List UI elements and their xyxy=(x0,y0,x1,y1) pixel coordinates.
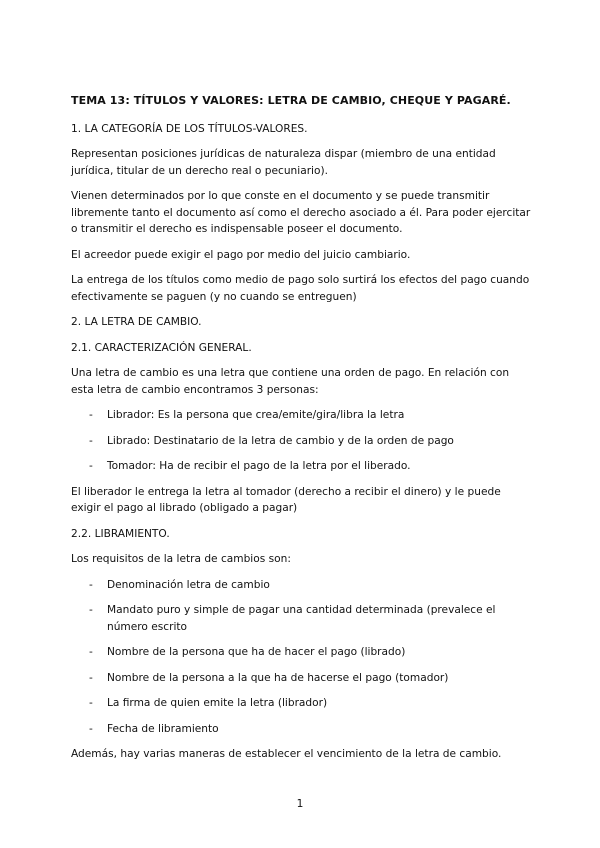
dash-bullet: - xyxy=(89,722,93,735)
dash-bullet: - xyxy=(89,646,93,658)
page-number: 1 xyxy=(296,798,304,810)
list-item xyxy=(71,458,533,475)
document-title: TEMA 13: TÍTULOS Y VALORES: LETRA DE CAMBIO, CHEQUE Y PAGARÉ. xyxy=(71,94,511,107)
subsection-2-1-heading: 2.1. CARACTERIZACIÓN GENERAL. xyxy=(71,341,252,354)
paragraph: El acreedor puede exigir el pago por medio del juicio cambiario. xyxy=(71,248,411,261)
dash-bullet: - xyxy=(89,697,93,709)
dash-bullet: - xyxy=(89,409,93,421)
section-2-heading: 2. LA LETRA DE CAMBIO. xyxy=(71,316,202,328)
dash-bullet: - xyxy=(89,434,93,447)
list-item-text: Tomador: Ha de recibir el pago de la letra por el liberado. xyxy=(107,460,411,472)
dash-bullet: - xyxy=(89,460,93,472)
list-item xyxy=(71,602,533,635)
list-item xyxy=(71,721,533,738)
list-item xyxy=(71,407,533,424)
list-item-text: Fecha de libramiento xyxy=(107,722,219,735)
paragraph: Además, hay varias maneras de establecer el vencimiento de la letra de cambio. xyxy=(71,748,502,760)
paragraph: La entrega de los títulos como medio de pago solo surtirá los efectos del pago cuando efectivamente se paguen (y no cuando se entreguen) xyxy=(71,274,530,303)
requirements-list xyxy=(71,577,533,738)
paragraph: El liberador le entrega la letra al tomador (derecho a recibir el dinero) y le puede exigir el pago al librado (obligado a pagar) xyxy=(71,485,501,514)
list-item-text: Nombre de la persona que ha de hacer el pago (librado) xyxy=(107,646,406,658)
list-item-text: Librado: Destinatario de la letra de cambio y de la orden de pago xyxy=(107,434,454,447)
dash-bullet: - xyxy=(89,578,93,591)
list-item xyxy=(71,644,533,661)
list-item-text: Nombre de la persona a la que ha de hacerse el pago (tomador) xyxy=(107,671,449,684)
list-item xyxy=(71,433,533,450)
section-1-heading: 1. LA CATEGORÍA DE LOS TÍTULOS-VALORES. xyxy=(71,122,308,135)
paragraph: Una letra de cambio es una letra que contiene una orden de pago. En relación con esta letra de cambio encontramos 3 personas: xyxy=(71,367,510,396)
page-content xyxy=(71,93,533,772)
paragraph: Representan posiciones jurídicas de naturaleza dispar (miembro de una entidad jurídica, titular de un derecho real o pecuniario). xyxy=(71,148,496,177)
subsection-2-2-heading: 2.2. LIBRAMIENTO. xyxy=(71,527,170,540)
dash-bullet: - xyxy=(89,671,93,684)
list-item-text: Denominación letra de cambio xyxy=(107,578,270,591)
list-item xyxy=(71,577,533,594)
parties-list xyxy=(71,407,533,475)
list-item-text: Mandato puro y simple de pagar una cantidad determinada (prevalece el número escrito xyxy=(107,604,496,633)
paragraph: Los requisitos de la letra de cambios son: xyxy=(71,553,291,565)
list-item xyxy=(71,670,533,687)
paragraph: Vienen determinados por lo que conste en el documento y se puede transmitir libremente tanto el documento así como el derecho asociado a él. Para poder ejercitar o transmitir el derecho es indispensable poseer el documento. xyxy=(71,190,531,235)
dash-bullet: - xyxy=(89,604,93,616)
list-item xyxy=(71,695,533,712)
list-item-text: La firma de quien emite la letra (librador) xyxy=(107,697,328,709)
list-item-text: Librador: Es la persona que crea/emite/gira/libra la letra xyxy=(107,409,405,421)
